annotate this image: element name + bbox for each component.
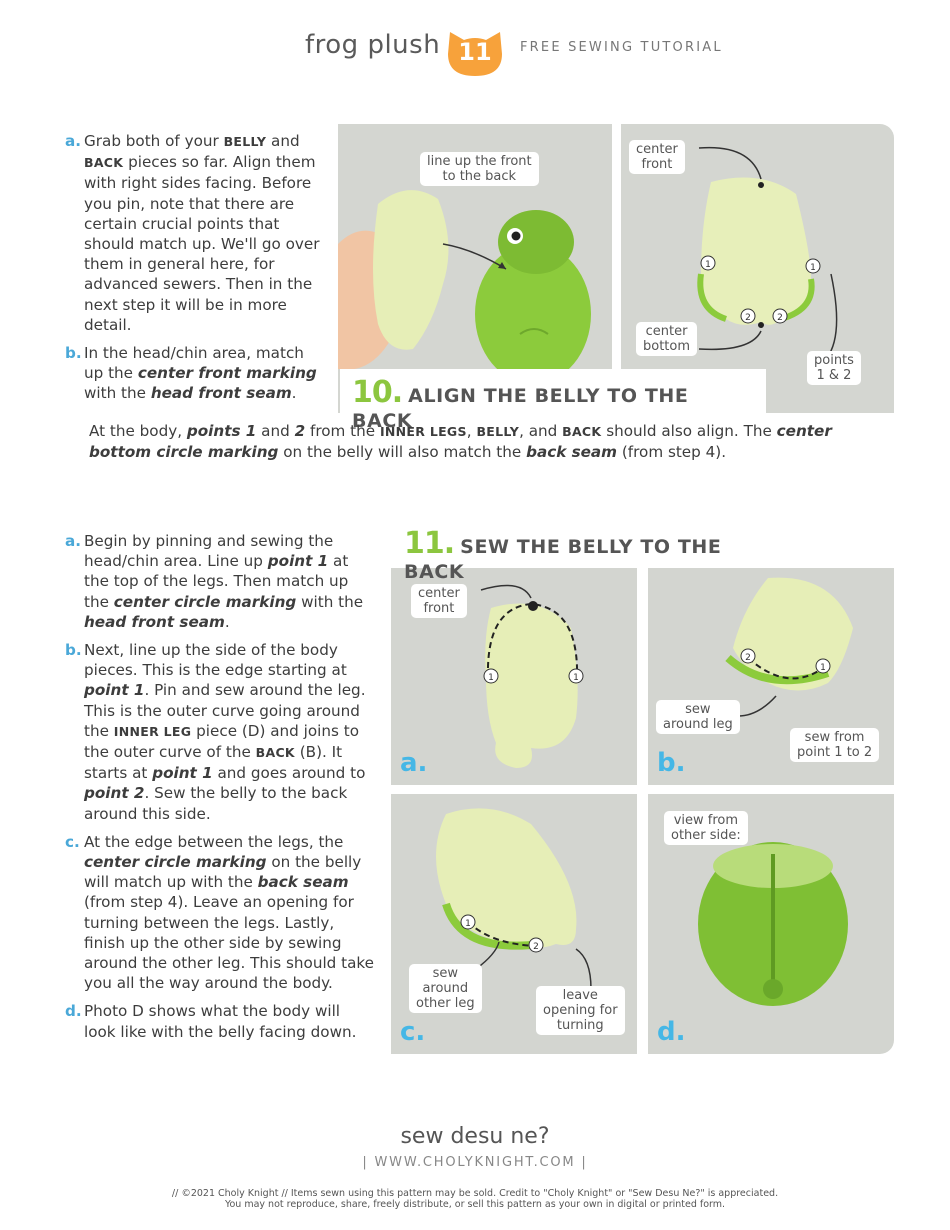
marker-1: 1: [573, 673, 579, 683]
marker-1: 1: [820, 663, 826, 673]
step10-instructions: [65, 131, 320, 412]
step10-number: 10.: [352, 375, 403, 410]
label-center-bottom: center bottom: [636, 322, 697, 356]
label-view-from-other-side: view from other side:: [664, 811, 748, 845]
step11-title: SEW THE BELLY TO THE BACK: [404, 536, 722, 583]
label-center-front: center front: [629, 140, 685, 174]
step10-item-b: b. In the head/chin area, match up the center front marking with the head front seam.: [65, 344, 317, 403]
label-sew-around-other-leg: sew around other leg: [409, 964, 482, 1013]
label-leave-opening: leave opening for turning: [536, 986, 625, 1035]
step10-note: At the body, points 1 and 2 from the INNER LEGS, BELLY, and BACK should also align. The center bottom circle marking on the belly will also match the back seam (from step 4).: [89, 422, 832, 462]
tutorial-subtitle: FREE SEWING TUTORIAL: [520, 40, 723, 55]
step11-banner: [392, 524, 781, 583]
step11-item-d: d. Photo D shows what the body will look like with the belly facing down.: [65, 1002, 357, 1041]
step11-item-a: a. Begin by pinning and sewing the head/chin area. Line up point 1 at the top of the legs. Then match up the center circle marking with the head front seam.: [65, 532, 364, 631]
marker-1: 1: [488, 673, 494, 683]
photo-letter-a: a.: [400, 748, 428, 778]
step11-item-b: b. Next, line up the side of the body pieces. This is the edge starting at point 1. Pin and sew around the leg. This is the outer curve going around the INNER LEG piece (D) and joins to the outer curve of the BACK (B). It starts at point 1 and goes around to point 2. Sew the belly to the back around this side.: [65, 641, 366, 823]
marker-1: 1: [705, 260, 711, 270]
label-center-front-a: center front: [411, 584, 467, 618]
step10-item-a: a. Grab both of your BELLY and BACK pieces so far. Align them with right sides facing. Before you pin, note that there are certain crucial points that should match up. We'll go over them in general here, for advanced sewers. Then in the next step it will be in more detail.: [65, 132, 320, 334]
step11-number: 11.: [404, 526, 455, 561]
marker-1: 1: [465, 919, 471, 929]
marker-2: 2: [533, 942, 539, 952]
step11-photo-a: [391, 568, 637, 785]
footer-copyright: // ©2021 Choly Knight // Items sewn using this pattern may be sold. Credit to "Choly Knight" or "Sew Desu Ne?" is appreciated. You may not reproduce, share, freely distribute, or sell this pattern as your own in digital or printed form.: [171, 1188, 779, 1210]
step11-item-c: c. At the edge between the legs, the center circle marking on the belly will match up with the back seam (from step 4). Leave an opening for turning between the legs. Lastly, finish up the other side by sewing around the other leg. This should take you all the way around the body.: [65, 832, 374, 993]
label-sew-around-leg: sew around leg: [656, 700, 740, 734]
photo-letter-b: b.: [657, 748, 686, 778]
photo-letter-d: d.: [657, 1017, 686, 1047]
label-points: points 1 & 2: [807, 351, 861, 385]
marker-2: 2: [745, 313, 751, 323]
label-sew-from-point: sew from point 1 to 2: [790, 728, 879, 762]
footer-url[interactable]: | WWW.CHOLYKNIGHT.COM |: [362, 1155, 588, 1170]
step10-title: ALIGN THE BELLY TO THE BACK: [352, 385, 689, 432]
step10-banner: [340, 369, 766, 432]
pattern-title: frog plush: [305, 30, 441, 60]
step11-photo-b: [648, 568, 894, 785]
step11-instructions: [65, 531, 375, 1050]
photo-letter-c: c.: [400, 1017, 426, 1047]
footer-brand: sew desu ne?: [400, 1124, 550, 1149]
marker-1: 1: [810, 263, 816, 273]
label-line-up: line up the front to the back: [420, 152, 539, 186]
marker-2: 2: [777, 313, 783, 323]
step11-photo-c: [391, 794, 637, 1054]
marker-2: 2: [745, 653, 751, 663]
page-number: 11: [458, 38, 492, 66]
step11-photo-d: [648, 794, 894, 1054]
